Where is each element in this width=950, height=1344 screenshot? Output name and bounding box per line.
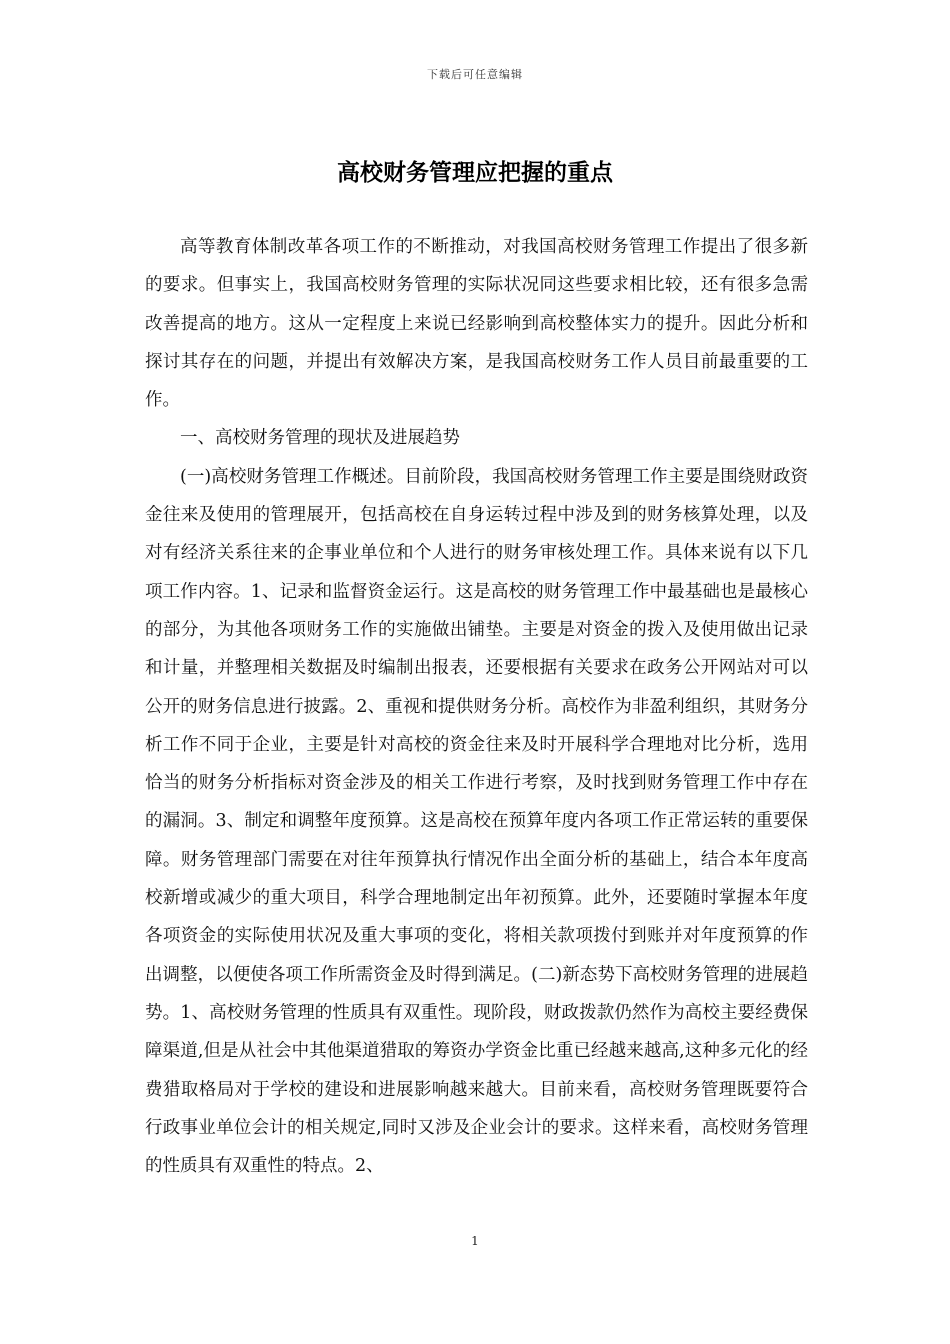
page-number: 1 [471, 1234, 479, 1248]
page-header-note: 下载后可任意编辑 [427, 68, 523, 81]
section-heading: 一、高校财务管理的现状及进展趋势 [180, 428, 460, 449]
paragraph-main: (一)高校财务管理工作概述。目前阶段，我国高校财务管理工作主要是围绕财政资金往来及使用的管理展开，包括高校在自身运转过程中涉及到的财务核算处理，以及对有经济关系往来的企事业单位和个人进行的财务审核处理工作。具体来说有以下几项工作内容。1、记录和监督资金运行。这是高校的财务管理工作中最基础也是最核心的部分，为其他各项财务工作的实施做出铺垫。主要是对资金的拨入及使用做出记录和计量，并整理相关数据及时编制出报表，还要根据有关要求在政务公开网站对可以公开的财务信息进行披露。2、重视和提供财务分析。高校作为非盈利组织，其财务分析工作不同于企业，主要是针对高校的资金往来及时开展科学合理地对比分析，选用恰当的财务分析指标对资金涉及的相关工作进行考察，及时找到财务管理工作中存在的漏洞。3、制定和调整年度预算。这是高校在预算年度内各项工作正常运转的重要保障。财务管理部门需要在对往年预算执行情况作出全面分析的基础上，结合本年度高校新增或减少的重大项目，科学合理地制定出年初预算。此外，还要随时掌握本年度各项资金的实际使用状况及重大事项的变化，将相关款项拨付到账并对年度预算的作出调整，以便使各项工作所需资金及时得到满足。(二)新态势下高校财务管理的进展趋势。1、高校财务管理的性质具有双重性。现阶段，财政拨款仍然作为高校主要经费保障渠道,但是从社会中其他渠道猎取的筹资办学资金比重已经越来越高,这种多元化的经费猎取格局对于学校的建设和进展影响越来越大。目前来看，高校财务管理既要符合行政事业单位会计的相关规定,同时又涉及企业会计的要求。这样来看，高校财务管理的性质具有双重性的特点。2、 [145, 466, 808, 1177]
paragraph-intro: 高等教育体制改革各项工作的不断推动，对我国高校财务管理工作提出了很多新的要求。但事实上，我国高校财务管理的实际状况同这些要求相比较，还有很多急需改善提高的地方。这从一定程度上来说已经影响到高校整体实力的提升。因此分析和探讨其存在的问题，并提出有效解决方案，是我国高校财务工作人员目前最重要的工作。 [145, 237, 808, 411]
document-body [145, 228, 808, 1185]
document-title: 高校财务管理应把握的重点 [337, 159, 613, 186]
